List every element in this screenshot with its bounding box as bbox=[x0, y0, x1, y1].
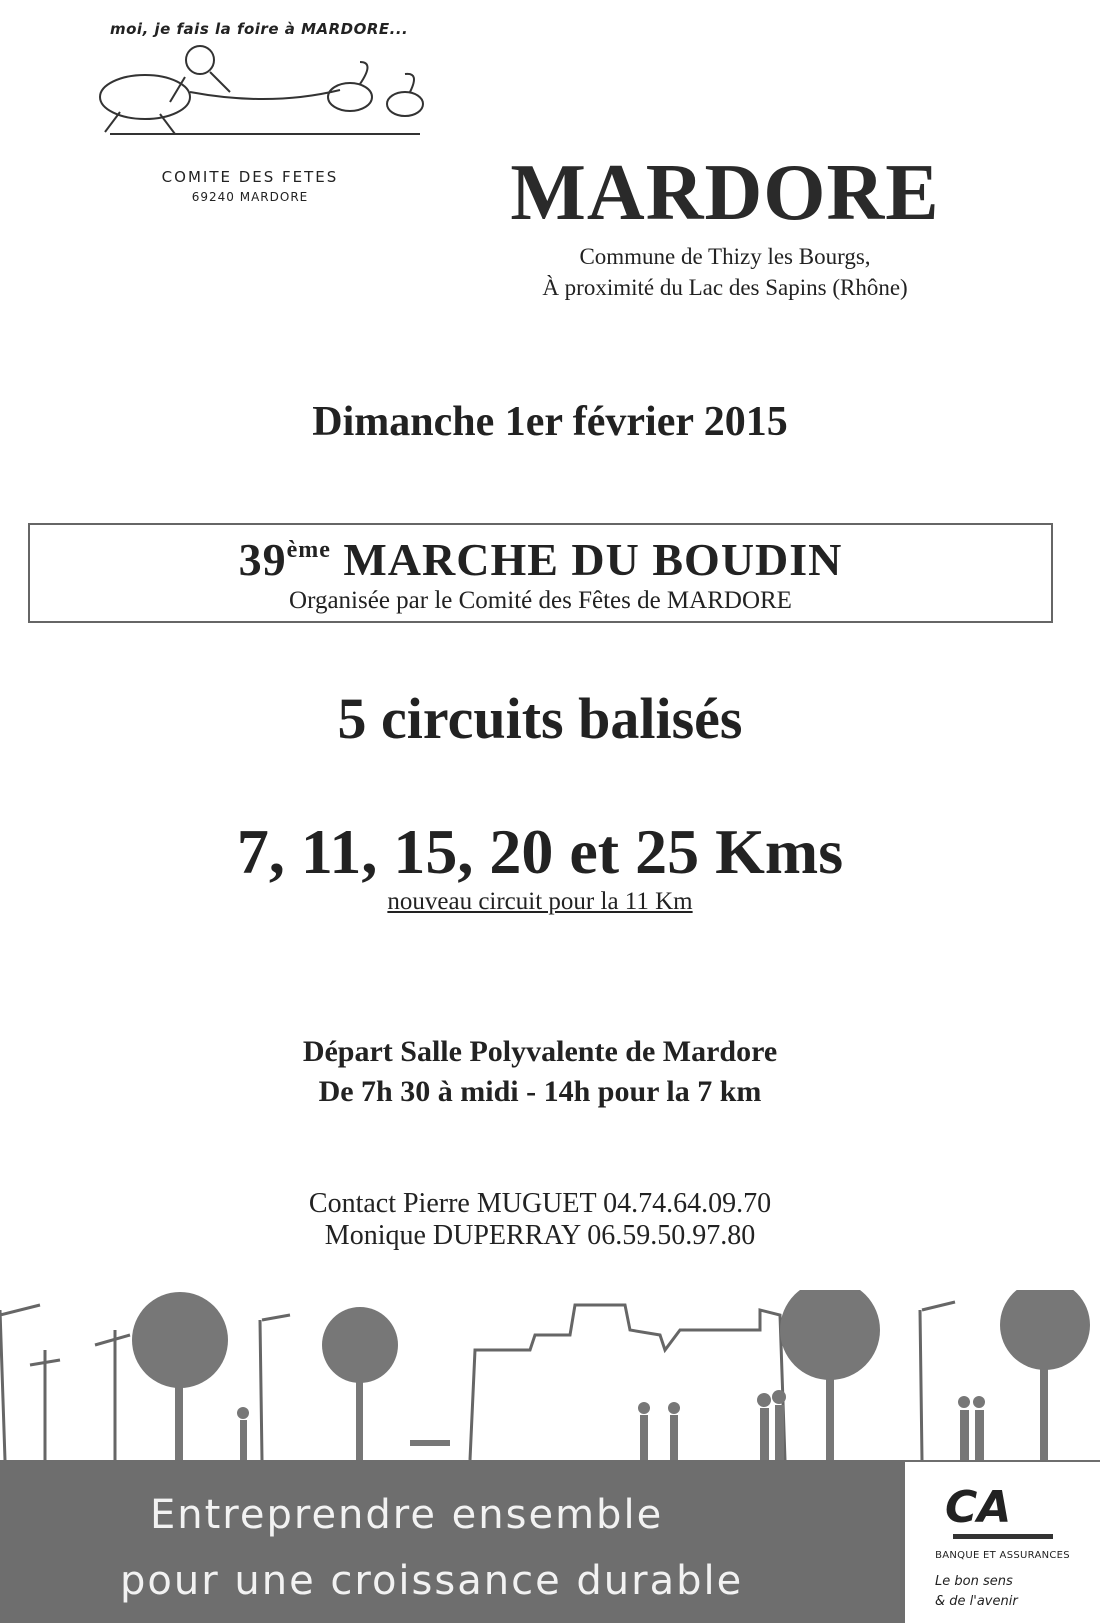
bank-slogan-line2: & de l'avenir bbox=[935, 1594, 1018, 1609]
city-skyline-illustration bbox=[0, 1290, 1100, 1460]
logo-tagline: moi, je fais la foire à MARDORE... bbox=[110, 20, 409, 38]
event-name: MARCHE DU BOUDIN bbox=[343, 534, 843, 585]
contact-line-1: Contact Pierre MUGUET 04.74.64.09.70 bbox=[308, 1188, 772, 1219]
event-title bbox=[30, 533, 1051, 586]
bank-logo-panel bbox=[905, 1460, 1100, 1623]
bank-tagline: BANQUE ET ASSURANCES bbox=[935, 1550, 1070, 1561]
town-subtitle-line2: À proximité du Lac des Sapins (Rhône) bbox=[542, 275, 908, 300]
sponsor-slogan-line2: pour une croissance durable bbox=[120, 1558, 744, 1604]
event-ordinal: ème bbox=[286, 537, 331, 563]
bank-slogan-line1: Le bon sens bbox=[935, 1574, 1013, 1589]
new-circuit-note: nouveau circuit pour la 11 Km bbox=[387, 888, 693, 915]
circuits-heading: 5 circuits balisés bbox=[337, 686, 743, 751]
town-subtitle-line1: Commune de Thizy les Bourgs, bbox=[579, 244, 871, 269]
event-title-box bbox=[28, 523, 1053, 623]
event-number: 39 bbox=[238, 534, 287, 585]
sponsor-slogan-line1: Entreprendre ensemble bbox=[150, 1492, 664, 1538]
departure-place: Départ Salle Polyvalente de Mardore bbox=[302, 1035, 778, 1068]
logo-illustration bbox=[90, 42, 430, 142]
circuit-distances: 7, 11, 15, 20 et 25 Kms bbox=[236, 816, 844, 887]
bank-logo-underline bbox=[953, 1534, 1053, 1539]
contact-line-2: Monique DUPERRAY 06.59.50.97.80 bbox=[324, 1220, 756, 1251]
committee-name: COMITE DES FETES bbox=[161, 168, 339, 186]
departure-hours: De 7h 30 à midi - 14h pour la 7 km bbox=[318, 1075, 762, 1108]
event-date: Dimanche 1er février 2015 bbox=[312, 399, 788, 445]
bank-logo: CA bbox=[945, 1482, 1012, 1533]
committee-address: 69240 MARDORE bbox=[191, 190, 309, 204]
town-title: MARDORE bbox=[510, 149, 940, 237]
event-organizer: Organisée par le Comité des Fêtes de MARDORE bbox=[289, 587, 792, 614]
